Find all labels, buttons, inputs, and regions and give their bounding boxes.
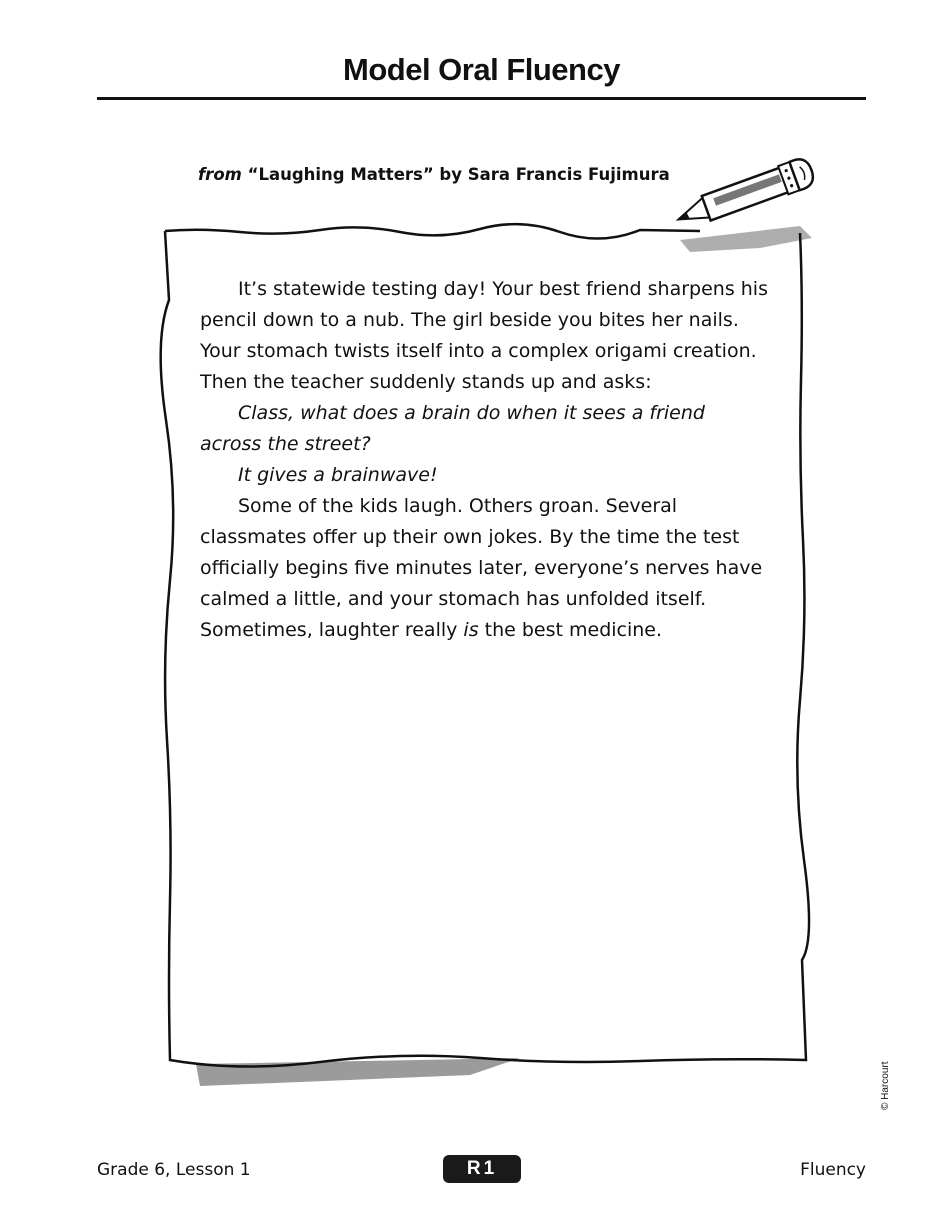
source-from: from [198, 165, 242, 184]
passage-paragraph: It’s statewide testing day! Your best friend sharpens his pencil down to a nub. The girl beside you bites her nails. Your stomach twists itself into a complex origami creation. Then the teacher suddenly stands up and asks: [200, 278, 768, 393]
passage-paragraph-answer: It gives a brainwave! [238, 464, 438, 486]
emphasis-word: is [463, 619, 479, 641]
pencil-illustration-icon [673, 156, 817, 233]
source-title: “Laughing Matters” by Sara Francis Fujimura [247, 165, 670, 184]
page-title: Model Oral Fluency [343, 52, 620, 87]
footer-grade-lesson: Grade 6, Lesson 1 [97, 1160, 251, 1180]
page-number-badge: R1 [443, 1155, 521, 1183]
passage-paragraph-last: Some of the kids laugh. Others groan. Several classmates offer up their own jokes. By the time the test officially begins five minutes later, everyone’s nerves have calmed a little, and your stomach has unfolded itself. Sometimes, laughter really is the best medicine. [200, 495, 763, 641]
footer-section: Fluency [800, 1160, 866, 1180]
passage-paragraph-question: Class, what does a brain do when it sees a friend across the street? [200, 402, 705, 455]
passage-text [200, 274, 772, 646]
copyright-notice: © Harcourt [880, 1061, 891, 1110]
paper-shadow-bottom [196, 1058, 520, 1086]
